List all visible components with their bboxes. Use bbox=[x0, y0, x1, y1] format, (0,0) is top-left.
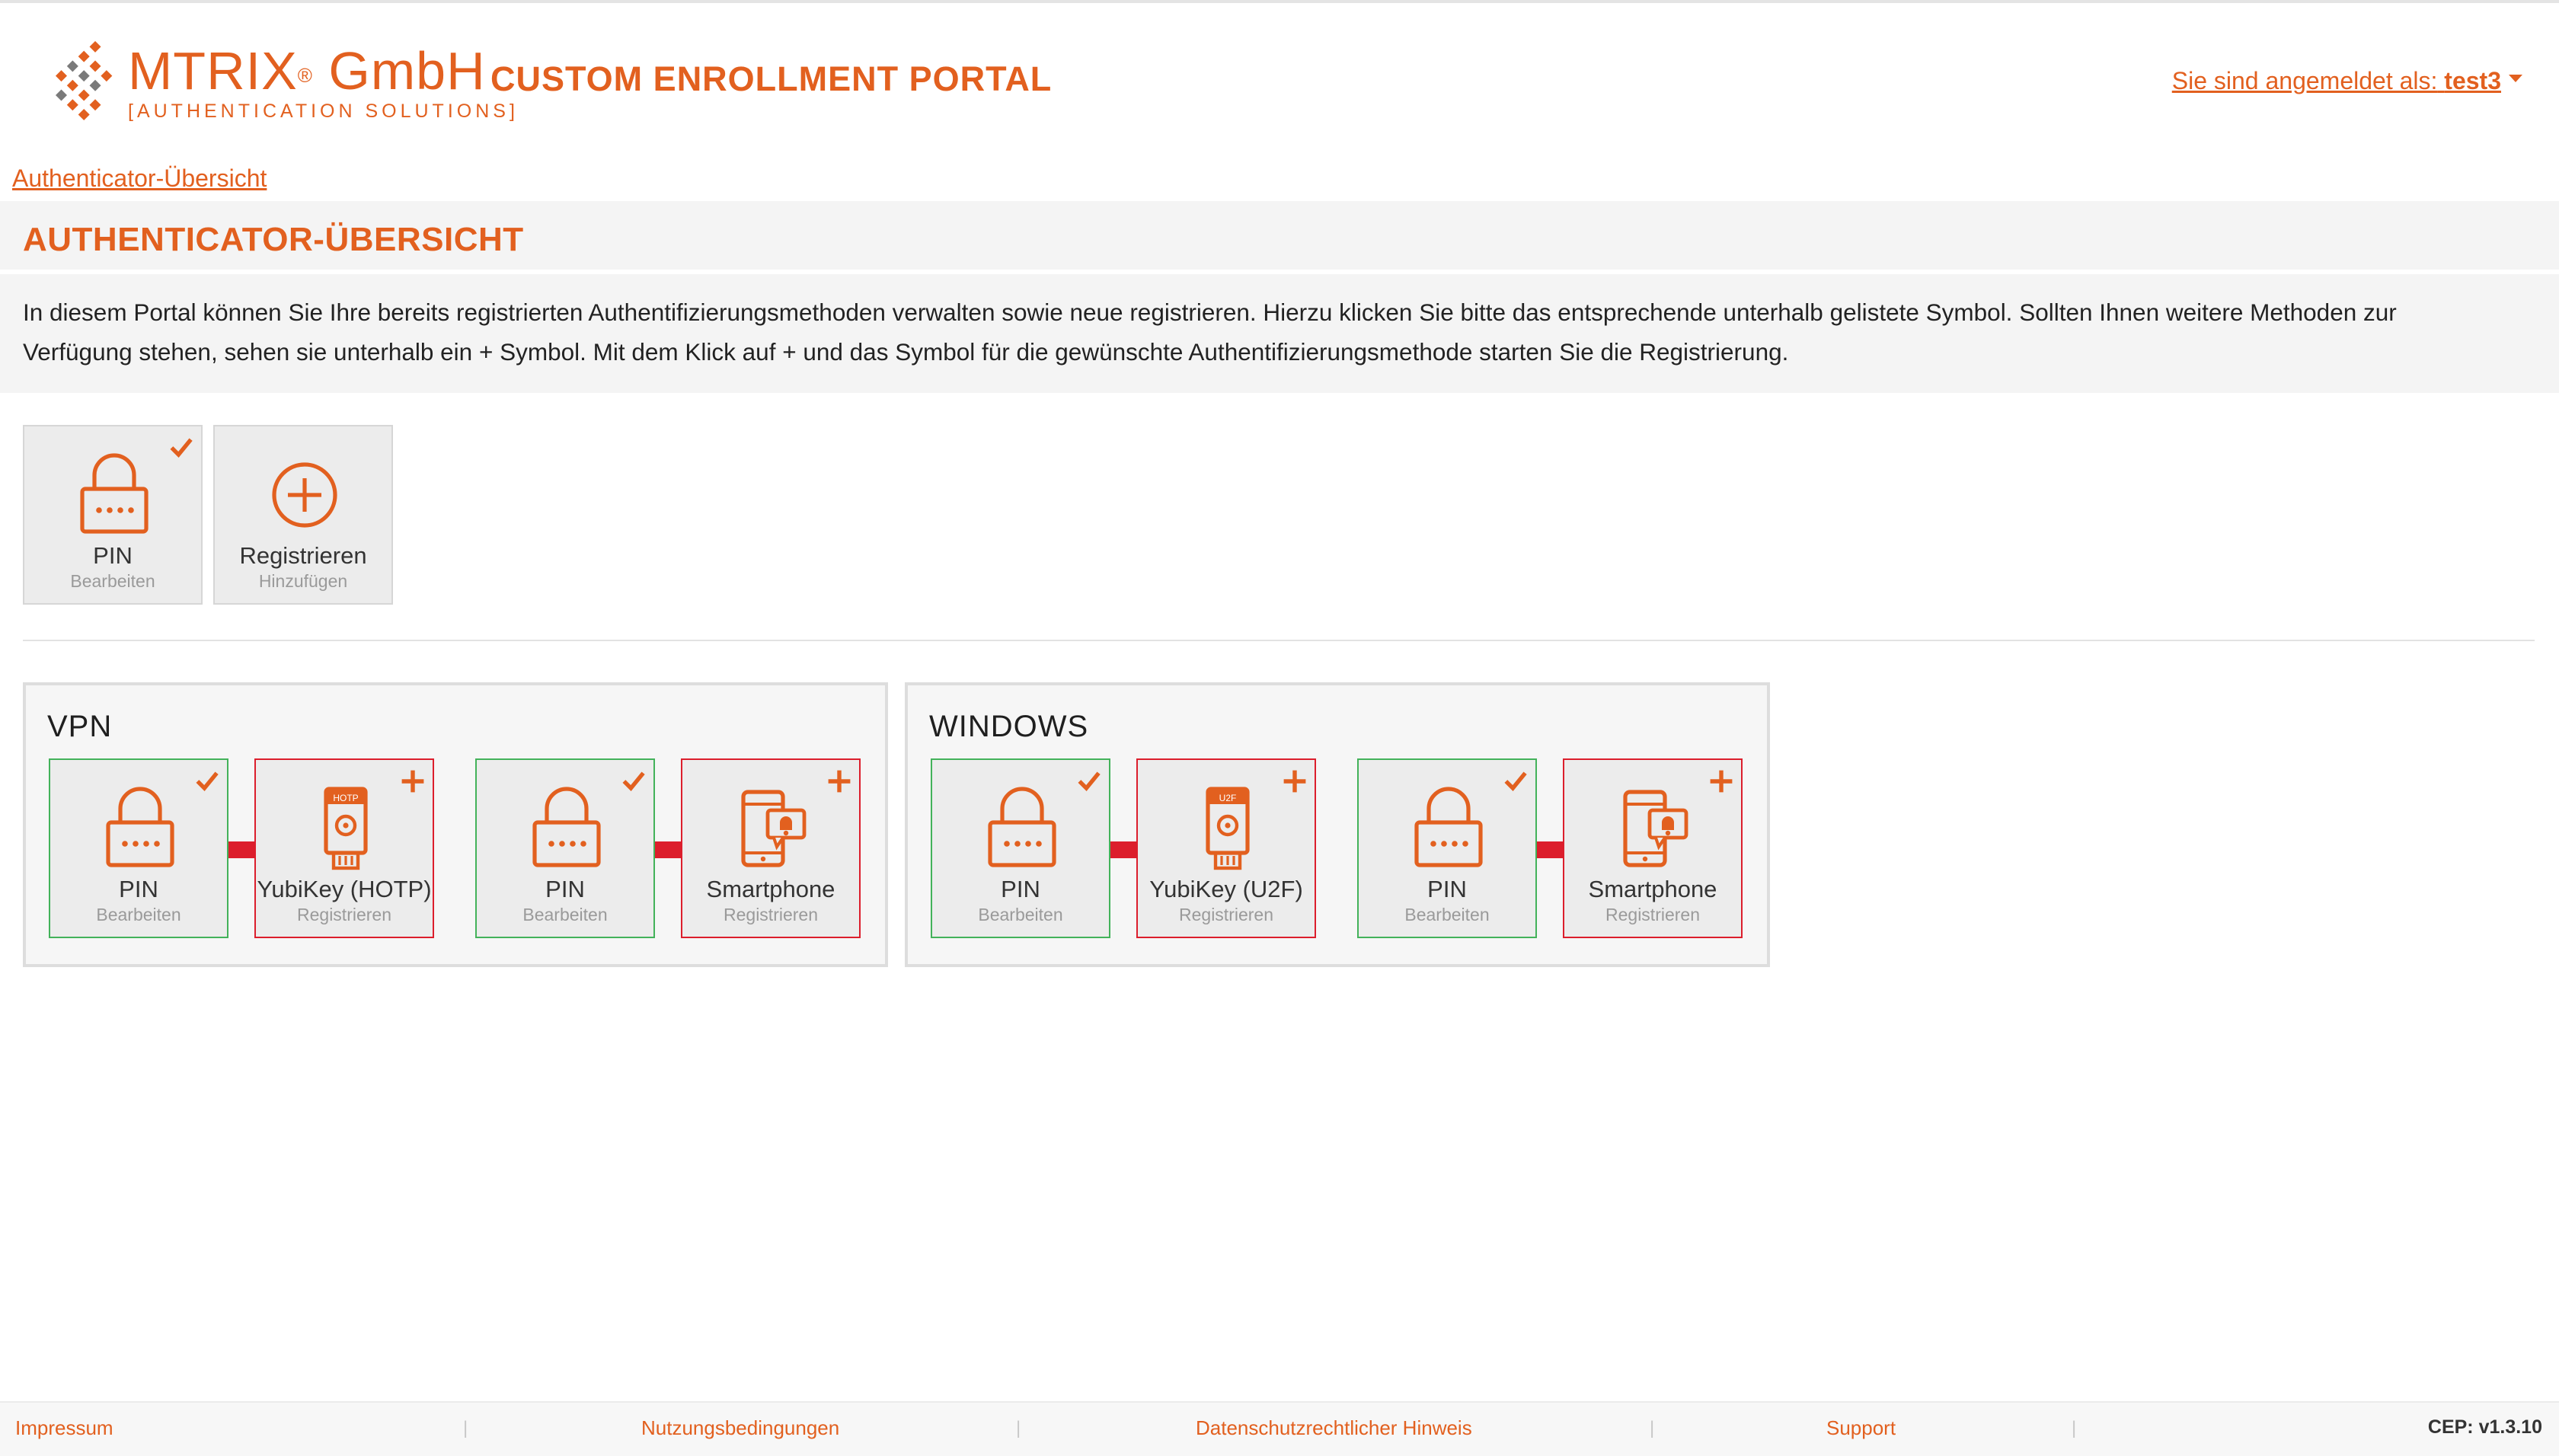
tile-vpn-pin-2[interactable] bbox=[475, 758, 655, 938]
tile-label: Smartphone bbox=[1588, 876, 1717, 902]
tile-windows-yubikey-u2f[interactable] bbox=[1136, 758, 1316, 938]
footer-separator: | bbox=[463, 1418, 468, 1438]
tile-label: PIN bbox=[1001, 876, 1040, 902]
group-title: VPN bbox=[47, 710, 113, 743]
tile-windows-smartphone[interactable] bbox=[1563, 758, 1743, 938]
plus-icon bbox=[1708, 768, 1735, 795]
page-title-band bbox=[0, 201, 2559, 270]
lock-icon bbox=[76, 452, 152, 538]
tile-label: Registrieren bbox=[239, 542, 367, 569]
lock-icon bbox=[102, 786, 178, 871]
yubikey-icon bbox=[1190, 786, 1266, 871]
tile-windows-pin-1[interactable] bbox=[931, 758, 1110, 938]
yubikey-icon bbox=[308, 786, 384, 871]
mtrix-logo-icon bbox=[49, 41, 114, 122]
tile-sublabel: Registrieren bbox=[724, 905, 818, 924]
check-icon bbox=[193, 768, 221, 795]
tile-label: PIN bbox=[545, 876, 585, 902]
version-label: CEP: v1.3.10 bbox=[2427, 1416, 2542, 1438]
chevron-down-icon bbox=[2509, 75, 2522, 82]
plus-circle-icon bbox=[267, 452, 343, 538]
tile-sublabel: Registrieren bbox=[297, 905, 391, 924]
lock-icon bbox=[984, 786, 1060, 871]
tile-label: PIN bbox=[119, 876, 158, 902]
chain-connector bbox=[1110, 841, 1136, 858]
tile-sublabel: Bearbeiten bbox=[70, 571, 155, 591]
breadcrumb[interactable]: Authenticator-Übersicht bbox=[12, 164, 267, 192]
tile-vpn-yubikey-hotp[interactable] bbox=[254, 758, 434, 938]
header bbox=[0, 3, 2559, 148]
plus-icon bbox=[399, 768, 426, 795]
lock-icon bbox=[529, 786, 605, 871]
tile-windows-pin-2[interactable] bbox=[1357, 758, 1537, 938]
group-windows bbox=[905, 682, 1770, 967]
footer-link-support[interactable]: Support bbox=[1826, 1416, 1896, 1439]
portal-title: CUSTOM ENROLLMENT PORTAL bbox=[490, 59, 1053, 98]
svg-text:HOTP: HOTP bbox=[333, 793, 359, 803]
tile-label: YubiKey (U2F) bbox=[1149, 876, 1303, 902]
company-name: MTRIX® GmbH bbox=[128, 41, 486, 101]
tile-sublabel: Bearbeiten bbox=[522, 905, 608, 924]
smartphone-icon bbox=[734, 786, 810, 871]
tile-pin[interactable] bbox=[23, 425, 203, 605]
tile-vpn-smartphone[interactable] bbox=[681, 758, 861, 938]
check-icon bbox=[1502, 768, 1529, 795]
tile-label: YubiKey (HOTP) bbox=[257, 876, 432, 902]
user-menu[interactable]: Sie sind angemeldet als: test3 bbox=[2172, 67, 2522, 95]
tile-sublabel: Bearbeiten bbox=[96, 905, 181, 924]
lock-icon bbox=[1410, 786, 1487, 871]
chain-connector bbox=[655, 841, 681, 858]
group-vpn bbox=[23, 682, 888, 967]
footer-link-terms[interactable]: Nutzungsbedingungen bbox=[641, 1416, 840, 1439]
tile-label: PIN bbox=[93, 542, 133, 569]
tile-sublabel: Bearbeiten bbox=[978, 905, 1063, 924]
tile-sublabel: Hinzufügen bbox=[258, 571, 348, 591]
smartphone-icon bbox=[1616, 786, 1692, 871]
check-icon bbox=[1075, 768, 1103, 795]
check-icon bbox=[168, 434, 195, 461]
tile-sublabel: Registrieren bbox=[1179, 905, 1273, 924]
chain-connector bbox=[1537, 841, 1563, 858]
plus-icon bbox=[1281, 768, 1308, 795]
tile-register[interactable] bbox=[213, 425, 393, 605]
footer-separator: | bbox=[2072, 1418, 2077, 1438]
tile-label: Smartphone bbox=[706, 876, 835, 902]
brand-wordmark bbox=[128, 41, 519, 123]
svg-text:U2F: U2F bbox=[1219, 793, 1237, 803]
footer-link-privacy[interactable]: Datenschutzrechtlicher Hinweis bbox=[1196, 1416, 1472, 1439]
page-description: In diesem Portal können Sie Ihre bereits registrierten Authentifizierungsmethoden verwalten sowie neue registrieren. Hierzu klicken Sie bitte das entsprechende unterhalb gelistete Symbol. Sollten Ihnen weitere Methoden zur Verfügung stehen, sehen sie unterhalb ein + Symbol. Mit dem Klick auf + und das Symbol für die gewünschte Authentifizierungsmethode starten Sie die Registrierung. bbox=[23, 299, 2397, 366]
section-divider bbox=[23, 640, 2535, 641]
chain-connector bbox=[228, 841, 254, 858]
footer-separator: | bbox=[1016, 1418, 1021, 1438]
footer-link-impressum[interactable]: Impressum bbox=[15, 1416, 113, 1439]
company-tagline: [AUTHENTICATION SOLUTIONS] bbox=[128, 101, 519, 122]
group-title: WINDOWS bbox=[929, 710, 1089, 743]
footer-separator: | bbox=[1650, 1418, 1655, 1438]
check-icon bbox=[620, 768, 647, 795]
tile-vpn-pin-1[interactable] bbox=[49, 758, 228, 938]
plus-icon bbox=[826, 768, 853, 795]
page-title: AUTHENTICATOR-ÜBERSICHT bbox=[23, 221, 524, 258]
tile-label: PIN bbox=[1427, 876, 1467, 902]
tile-sublabel: Bearbeiten bbox=[1404, 905, 1490, 924]
footer bbox=[0, 1401, 2559, 1456]
page-description-band bbox=[0, 274, 2559, 393]
tile-sublabel: Registrieren bbox=[1605, 905, 1700, 924]
